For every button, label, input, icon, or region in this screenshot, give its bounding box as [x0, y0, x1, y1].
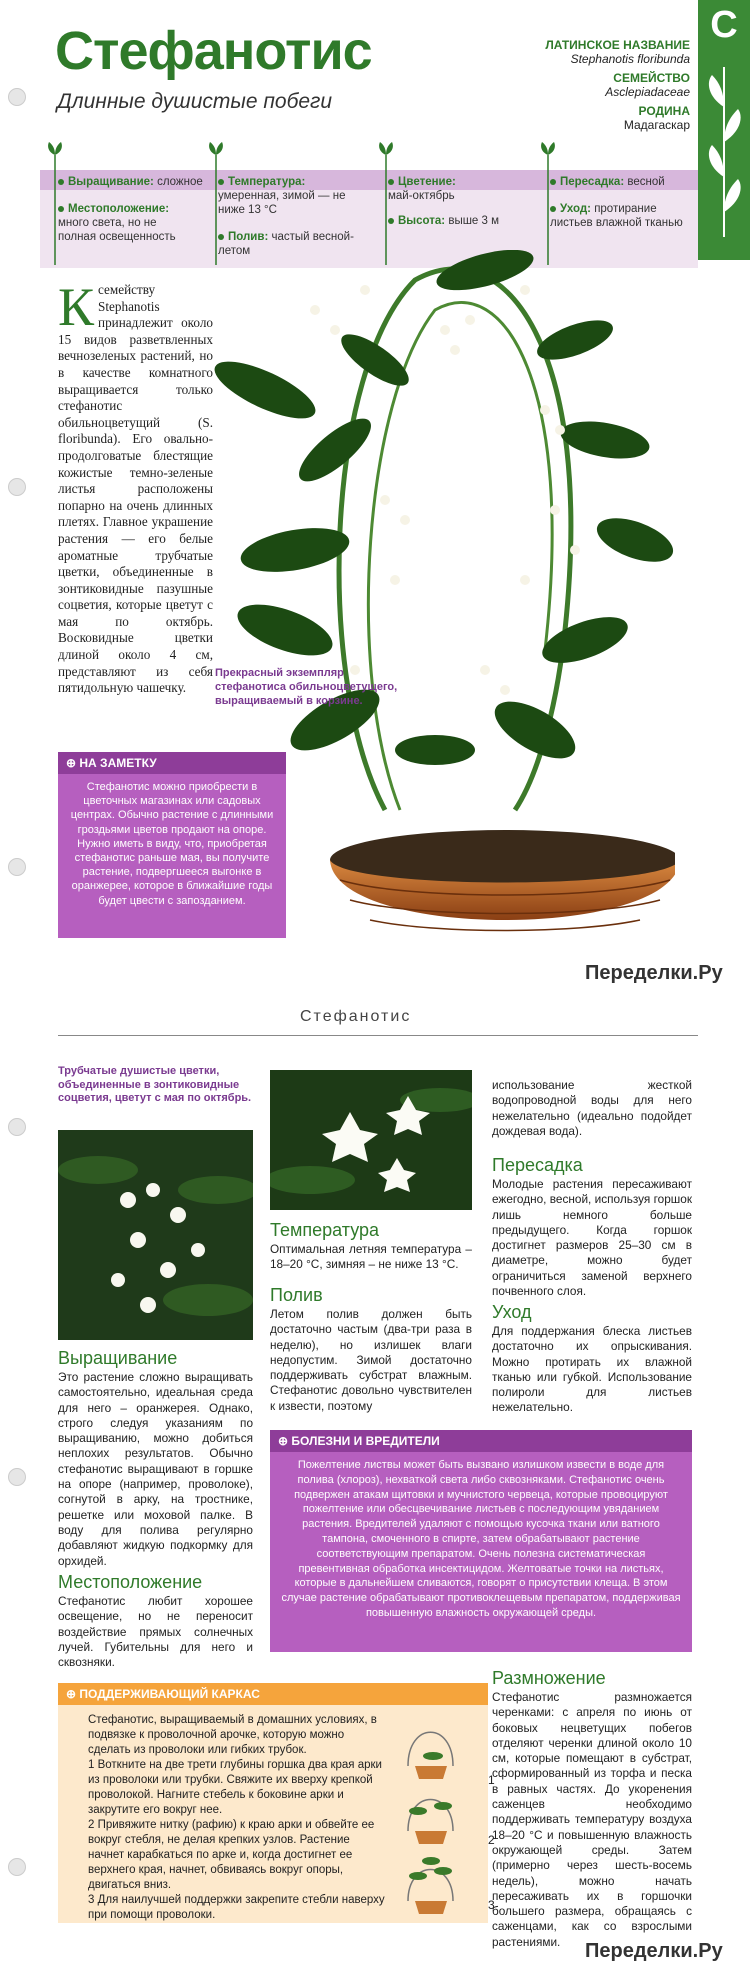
- page-subtitle: Длинные душистые побеги: [57, 90, 333, 113]
- fact-height: Высота: выше 3 м: [388, 214, 528, 228]
- growing-heading: Выращивание: [58, 1348, 178, 1368]
- disease-text: Пожелтение листвы может быть вызвано излишком извести в воде для полива (хлороз), нехваткой света либо сквозняками. Стефанотис очень подвержен атакам щитовки и мучнистого червеца, которые провоцируют пожелтение или обесцвечивание листьев с последующим увяданием растения. Вредителей удаляют с помощью кусочка ткани или ватного тампона, смоченного в спирте, затем обрабатывают растение соответствующим препаратом. Очень полезна систематическая превентивная обработка инсектицидом. Желтоватые точки на листьях, которые в дальнейшем сливаются, говорят о присутствии клеща. В этом случае растение обрабатывают противоклещевым препаратом, поддерживая повышенную влажность окружающей среды.: [281, 1459, 681, 1619]
- propagation-text: Стефанотис размножается черенками: с апреля по июнь от боковых нецветущих побегов отделяют черенки длиной около 10 см, которые помещают в субстрат, сформированный из торфа и песка в равных частях. До укоренения саженцев необходимо поддерживать температуру воздуха 18–20 °C и повышенную влажность окружающей среды. Затем (примерно через шесть-восемь недель), можно начать пересаживать их в горшочки большего размера, обращаясь с саженцами, как со взрослыми растениями.: [492, 1690, 692, 1949]
- drop-cap: К: [58, 277, 95, 337]
- support-step-3: 3 Для наилучшей поддержки закрепите стебли наверху при помощи проволоки.: [88, 1894, 385, 1921]
- latin-label: ЛАТИНСКОЕ НАЗВАНИЕ: [545, 38, 690, 52]
- transplant-heading: Пересадка: [492, 1155, 583, 1175]
- support-steps-illustration: [393, 1711, 483, 1921]
- support-intro: Стефанотис, выращиваемый в домашних условиях, в подвязке к проволочной арочке, которую можно сделать из проволоки или гибких трубок.: [88, 1714, 377, 1756]
- watermark-top: Переделки.Ру: [585, 962, 723, 984]
- transplant-text: Молодые растения пересаживают ежегодно, весной, используя горшок лишь немного больше предыдущего. Когда горшок достигнет размеров 25–30 см в диаметре, можно будет ограничиться заменой верхнего почвенного слоя.: [492, 1177, 692, 1299]
- fig-label-3: 3: [488, 1898, 495, 1912]
- binder-hole: [8, 1118, 26, 1136]
- fact-location: Местоположение: много света, но не полная освещенность: [58, 203, 176, 243]
- index-tab: [698, 0, 750, 260]
- watering-heading: Полив: [270, 1285, 323, 1305]
- page-title: Стефанотис: [55, 21, 372, 81]
- binder-hole: [8, 858, 26, 876]
- watering-text-cont: использование жесткой водопроводной воды для него нежелательно (идеально подойдет дождевая вода).: [492, 1078, 692, 1138]
- note-title: ⊕ НА ЗАМЕТКУ: [58, 752, 286, 774]
- flowers-photo: [58, 1130, 253, 1340]
- binder-hole: [8, 88, 26, 106]
- intro-paragraph: семейству Stephanotis принадлежит около 15 видов разветвленных вечнозеленых растений, но в качестве комнатного выращивается только стефанотис обильноцветущий (S. floribunda). Его овально-продолговатые блестящие кожистые темно-зеленые листья расположены попарно на очень длинных плетях. Главное украшение растения — его белые ароматные трубчатые цветки, объединенные в зонтиковидные пазушные соцветия, которые цветут с мая по октябрь. Восковидные цветки длиной около 4 см, представляют из себя пятидольную чашечку.: [58, 282, 213, 696]
- flower-closeup-photo: [270, 1070, 472, 1210]
- latin-value: Stephanotis floribunda: [570, 52, 690, 66]
- watermark-bottom: Переделки.Ру: [585, 1940, 723, 1962]
- binder-hole: [8, 478, 26, 496]
- divider: [58, 1035, 698, 1036]
- care-heading: Уход: [492, 1302, 532, 1322]
- temperature-heading: Температура: [270, 1220, 380, 1240]
- homeland-label: РОДИНА: [638, 104, 690, 118]
- temperature-text: Оптимальная летняя температура – 18–20 °C, зимняя – не ниже 13 °C.: [270, 1242, 472, 1272]
- location-heading: Местоположение: [58, 1572, 203, 1592]
- binder-hole: [8, 1858, 26, 1876]
- support-title: ⊕ ПОДДЕРЖИВАЮЩИЙ КАРКАС: [58, 1683, 488, 1705]
- fact-care: Уход: протирание листьев влажной тканью: [550, 203, 683, 229]
- binder-hole: [8, 1468, 26, 1486]
- section-title: Стефанотис: [300, 1008, 412, 1025]
- fact-growing: Выращивание: сложное: [58, 175, 218, 189]
- support-step-2: 2 Привяжите нитку (рафию) к краю арки и обвейте ее вокруг стебля, не делая крепких узлов. Растение начнет карабкаться по арке и, когда достигнет ее верхнего края, начнет, обвиваясь вокруг опоры, двигаться вниз.: [88, 1819, 375, 1891]
- leaf-ornament-icon: [698, 47, 750, 247]
- fig-label-2: 2: [488, 1833, 495, 1847]
- sprout-icon: [45, 140, 65, 270]
- watering-text: Летом полив должен быть достаточно частым (два-три раза в неделю), но излишек влаги недопустим. Зимой достаточно поддерживать субстрат влажным. Стефанотис довольно чувствителен к извести, поэтому: [270, 1307, 472, 1413]
- fact-flowering: Цветение: май-октябрь: [388, 176, 456, 202]
- plant-info: [545, 38, 690, 137]
- growing-text: Это растение сложно выращивать самостоятельно, идеальная среда для него – оранжерея. Однако, строго следуя указаниям по выращиванию, можно добиться неплохих результатов. Обычно стефанотис выращивают в горшке на опоре (например, проволоке), согнутой в арку, на тростнике, решетке или моховой палке. В воду для полива регулярно добавляют жидкую подкормку для орхидей.: [58, 1370, 253, 1568]
- fact-transplant: Пересадка: весной: [550, 175, 700, 189]
- care-text: Для поддержания блеска листьев достаточно их опрыскивания. Можно протирать их влажной тканью или губкой. Использование полироли для листьев нежелательно.: [492, 1324, 692, 1415]
- location-text: Стефанотис любит хорошее освещение, но не переносит воздействие прямых солнечных лучей. Губительны для него и сквозняки.: [58, 1594, 253, 1670]
- family-value: Asclepiadaceae: [605, 85, 690, 99]
- index-letter: С: [710, 4, 738, 46]
- disease-title: ⊕ БОЛЕЗНИ И ВРЕДИТЕЛИ: [270, 1430, 692, 1452]
- flowers-caption: Трубчатые душистые цветки, объединенные в зонтиковидные соцветия, цветут с мая по октябрь.: [58, 1065, 252, 1104]
- homeland-value: Мадагаскар: [623, 118, 690, 132]
- fact-temperature: Температура: умеренная, зимой — не ниже 13 °C: [218, 176, 346, 216]
- support-box: [58, 1683, 495, 1923]
- fig-label-1: 1: [488, 1773, 495, 1787]
- fact-watering: Полив: частый весной-летом: [218, 231, 354, 257]
- disease-box: [270, 1430, 692, 1652]
- support-text: [88, 1713, 388, 1923]
- family-label: СЕМЕЙСТВО: [613, 71, 690, 85]
- note-box: [58, 752, 286, 938]
- propagation-heading: Размножение: [492, 1668, 606, 1688]
- main-image-caption: Прекрасный экземпляр стефанотиса обильноцветущего, выращиваемый в корзине.: [215, 667, 398, 707]
- intro-text: [58, 277, 213, 697]
- note-text: Стефанотис можно приобрести в цветочных магазинах или садовых центрах. Обычно растение с длинными гроздьями цветов продают на опоре. Нужно иметь в виду, что, приобретая стефанотис раньше мая, вы получите растение, подвергшееся выгонке в оранжерее, которое в ближайшие годы будет цвести с запозданием.: [70, 781, 274, 907]
- support-step-1: 1 Воткните на две трети глубины горшка два края арки из проволоки или трубки. Свяжите их вверху крепкой проволокой. Нагните стебель к боковине арки и закрутите его вокруг нее.: [88, 1759, 382, 1816]
